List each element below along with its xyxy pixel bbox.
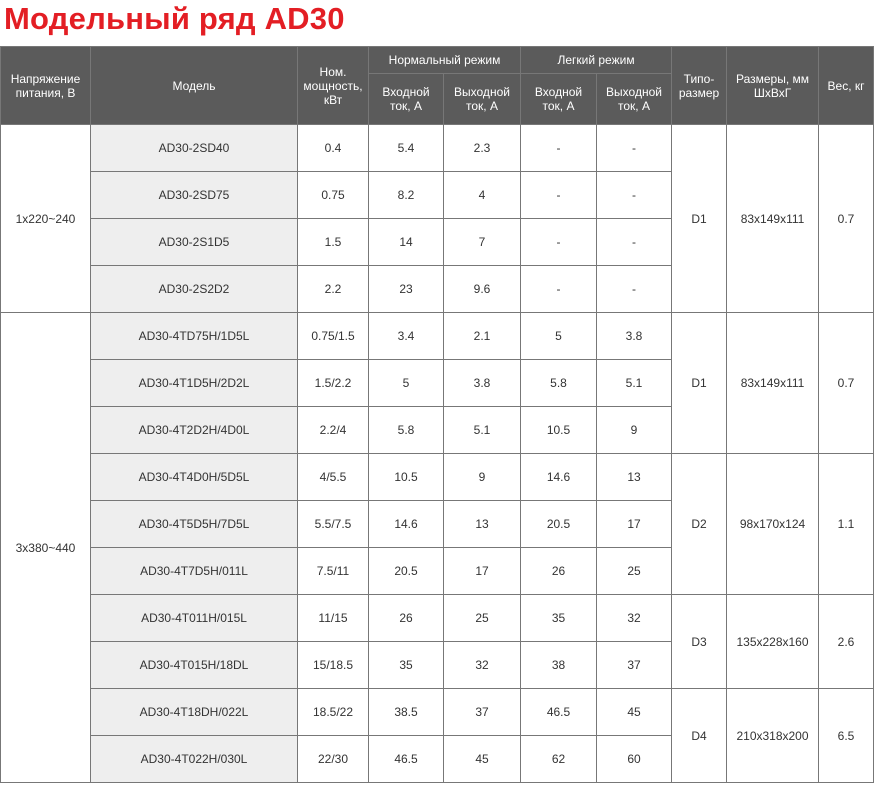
light-input-current-cell: 10.5 [521, 407, 597, 454]
normal-output-current-cell: 13 [444, 501, 521, 548]
dimensions-cell: 83х149х111 [727, 125, 819, 313]
model-cell: AD30-4T7D5H/011L [91, 548, 298, 595]
weight-cell: 6.5 [819, 689, 874, 783]
header-weight: Вес, кг [819, 47, 874, 125]
power-cell: 5.5/7.5 [298, 501, 369, 548]
table-row [1, 595, 874, 642]
power-cell: 22/30 [298, 736, 369, 783]
light-output-current-cell: 37 [597, 642, 672, 689]
light-output-current-cell: 5.1 [597, 360, 672, 407]
power-cell: 0.75 [298, 172, 369, 219]
power-cell: 2.2/4 [298, 407, 369, 454]
normal-input-current-cell: 23 [369, 266, 444, 313]
normal-output-current-cell: 5.1 [444, 407, 521, 454]
normal-output-current-cell: 3.8 [444, 360, 521, 407]
normal-input-current-cell: 14.6 [369, 501, 444, 548]
light-output-current-cell: 9 [597, 407, 672, 454]
model-cell: AD30-2S2D2 [91, 266, 298, 313]
power-cell: 4/5.5 [298, 454, 369, 501]
model-range-table [0, 46, 874, 783]
normal-input-current-cell: 46.5 [369, 736, 444, 783]
header-light-output-current: Выходной ток, А [597, 74, 672, 125]
normal-input-current-cell: 8.2 [369, 172, 444, 219]
table-row [1, 454, 874, 501]
model-cell: AD30-4TD75H/1D5L [91, 313, 298, 360]
normal-output-current-cell: 9.6 [444, 266, 521, 313]
header-light-mode: Легкий режим [521, 47, 672, 74]
header-power: Ном. мощность, кВт [298, 47, 369, 125]
weight-cell: 0.7 [819, 125, 874, 313]
light-input-current-cell: 26 [521, 548, 597, 595]
normal-output-current-cell: 37 [444, 689, 521, 736]
table-header [1, 47, 874, 125]
model-cell: AD30-4T2D2H/4D0L [91, 407, 298, 454]
normal-input-current-cell: 20.5 [369, 548, 444, 595]
normal-output-current-cell: 4 [444, 172, 521, 219]
normal-input-current-cell: 5.8 [369, 407, 444, 454]
voltage-cell: 1х220~240 [1, 125, 91, 313]
header-model: Модель [91, 47, 298, 125]
model-cell: AD30-2SD75 [91, 172, 298, 219]
dimensions-cell: 135х228х160 [727, 595, 819, 689]
normal-output-current-cell: 2.1 [444, 313, 521, 360]
header-voltage: Напряжение питания, В [1, 47, 91, 125]
light-input-current-cell: 35 [521, 595, 597, 642]
table-row [1, 313, 874, 360]
dimensions-cell: 83х149х111 [727, 313, 819, 454]
model-cell: AD30-4T5D5H/7D5L [91, 501, 298, 548]
power-cell: 0.75/1.5 [298, 313, 369, 360]
light-output-current-cell: 45 [597, 689, 672, 736]
light-input-current-cell: - [521, 125, 597, 172]
light-output-current-cell: 13 [597, 454, 672, 501]
normal-output-current-cell: 9 [444, 454, 521, 501]
light-input-current-cell: 62 [521, 736, 597, 783]
model-cell: AD30-2S1D5 [91, 219, 298, 266]
normal-input-current-cell: 14 [369, 219, 444, 266]
table-row [1, 689, 874, 736]
light-input-current-cell: 5.8 [521, 360, 597, 407]
normal-output-current-cell: 45 [444, 736, 521, 783]
power-cell: 7.5/11 [298, 548, 369, 595]
light-input-current-cell: 38 [521, 642, 597, 689]
weight-cell: 0.7 [819, 313, 874, 454]
light-input-current-cell: 20.5 [521, 501, 597, 548]
frame-cell: D1 [672, 313, 727, 454]
light-output-current-cell: - [597, 125, 672, 172]
weight-cell: 2.6 [819, 595, 874, 689]
power-cell: 1.5/2.2 [298, 360, 369, 407]
light-input-current-cell: 14.6 [521, 454, 597, 501]
light-output-current-cell: 3.8 [597, 313, 672, 360]
model-cell: AD30-2SD40 [91, 125, 298, 172]
model-cell: AD30-4T4D0H/5D5L [91, 454, 298, 501]
header-normal-input-current: Входной ток, А [369, 74, 444, 125]
normal-output-current-cell: 17 [444, 548, 521, 595]
normal-input-current-cell: 26 [369, 595, 444, 642]
light-input-current-cell: 46.5 [521, 689, 597, 736]
header-normal-mode: Нормальный режим [369, 47, 521, 74]
header-normal-output-current: Выходной ток, А [444, 74, 521, 125]
light-input-current-cell: 5 [521, 313, 597, 360]
power-cell: 18.5/22 [298, 689, 369, 736]
light-input-current-cell: - [521, 219, 597, 266]
normal-output-current-cell: 32 [444, 642, 521, 689]
power-cell: 0.4 [298, 125, 369, 172]
frame-cell: D3 [672, 595, 727, 689]
normal-input-current-cell: 35 [369, 642, 444, 689]
normal-input-current-cell: 38.5 [369, 689, 444, 736]
light-output-current-cell: 25 [597, 548, 672, 595]
frame-cell: D1 [672, 125, 727, 313]
voltage-cell: 3х380~440 [1, 313, 91, 783]
table-row [1, 125, 874, 172]
model-cell: AD30-4T022H/030L [91, 736, 298, 783]
model-cell: AD30-4T011H/015L [91, 595, 298, 642]
normal-output-current-cell: 2.3 [444, 125, 521, 172]
dimensions-cell: 98х170х124 [727, 454, 819, 595]
light-input-current-cell: - [521, 172, 597, 219]
frame-cell: D2 [672, 454, 727, 595]
light-output-current-cell: 32 [597, 595, 672, 642]
model-cell: AD30-4T1D5H/2D2L [91, 360, 298, 407]
frame-cell: D4 [672, 689, 727, 783]
power-cell: 11/15 [298, 595, 369, 642]
model-cell: AD30-4T015H/18DL [91, 642, 298, 689]
dimensions-cell: 210х318х200 [727, 689, 819, 783]
light-output-current-cell: - [597, 172, 672, 219]
weight-cell: 1.1 [819, 454, 874, 595]
power-cell: 2.2 [298, 266, 369, 313]
header-frame: Типо-размер [672, 47, 727, 125]
power-cell: 15/18.5 [298, 642, 369, 689]
normal-input-current-cell: 5.4 [369, 125, 444, 172]
model-cell: AD30-4T18DH/022L [91, 689, 298, 736]
header-light-input-current: Входной ток, А [521, 74, 597, 125]
page-title: Модельный ряд AD30 [4, 1, 345, 36]
normal-input-current-cell: 10.5 [369, 454, 444, 501]
light-input-current-cell: - [521, 266, 597, 313]
table-body [1, 125, 874, 783]
light-output-current-cell: - [597, 266, 672, 313]
light-output-current-cell: 60 [597, 736, 672, 783]
normal-output-current-cell: 25 [444, 595, 521, 642]
header-dimensions: Размеры, мм ШхВхГ [727, 47, 819, 125]
light-output-current-cell: 17 [597, 501, 672, 548]
normal-input-current-cell: 3.4 [369, 313, 444, 360]
normal-input-current-cell: 5 [369, 360, 444, 407]
power-cell: 1.5 [298, 219, 369, 266]
normal-output-current-cell: 7 [444, 219, 521, 266]
light-output-current-cell: - [597, 219, 672, 266]
